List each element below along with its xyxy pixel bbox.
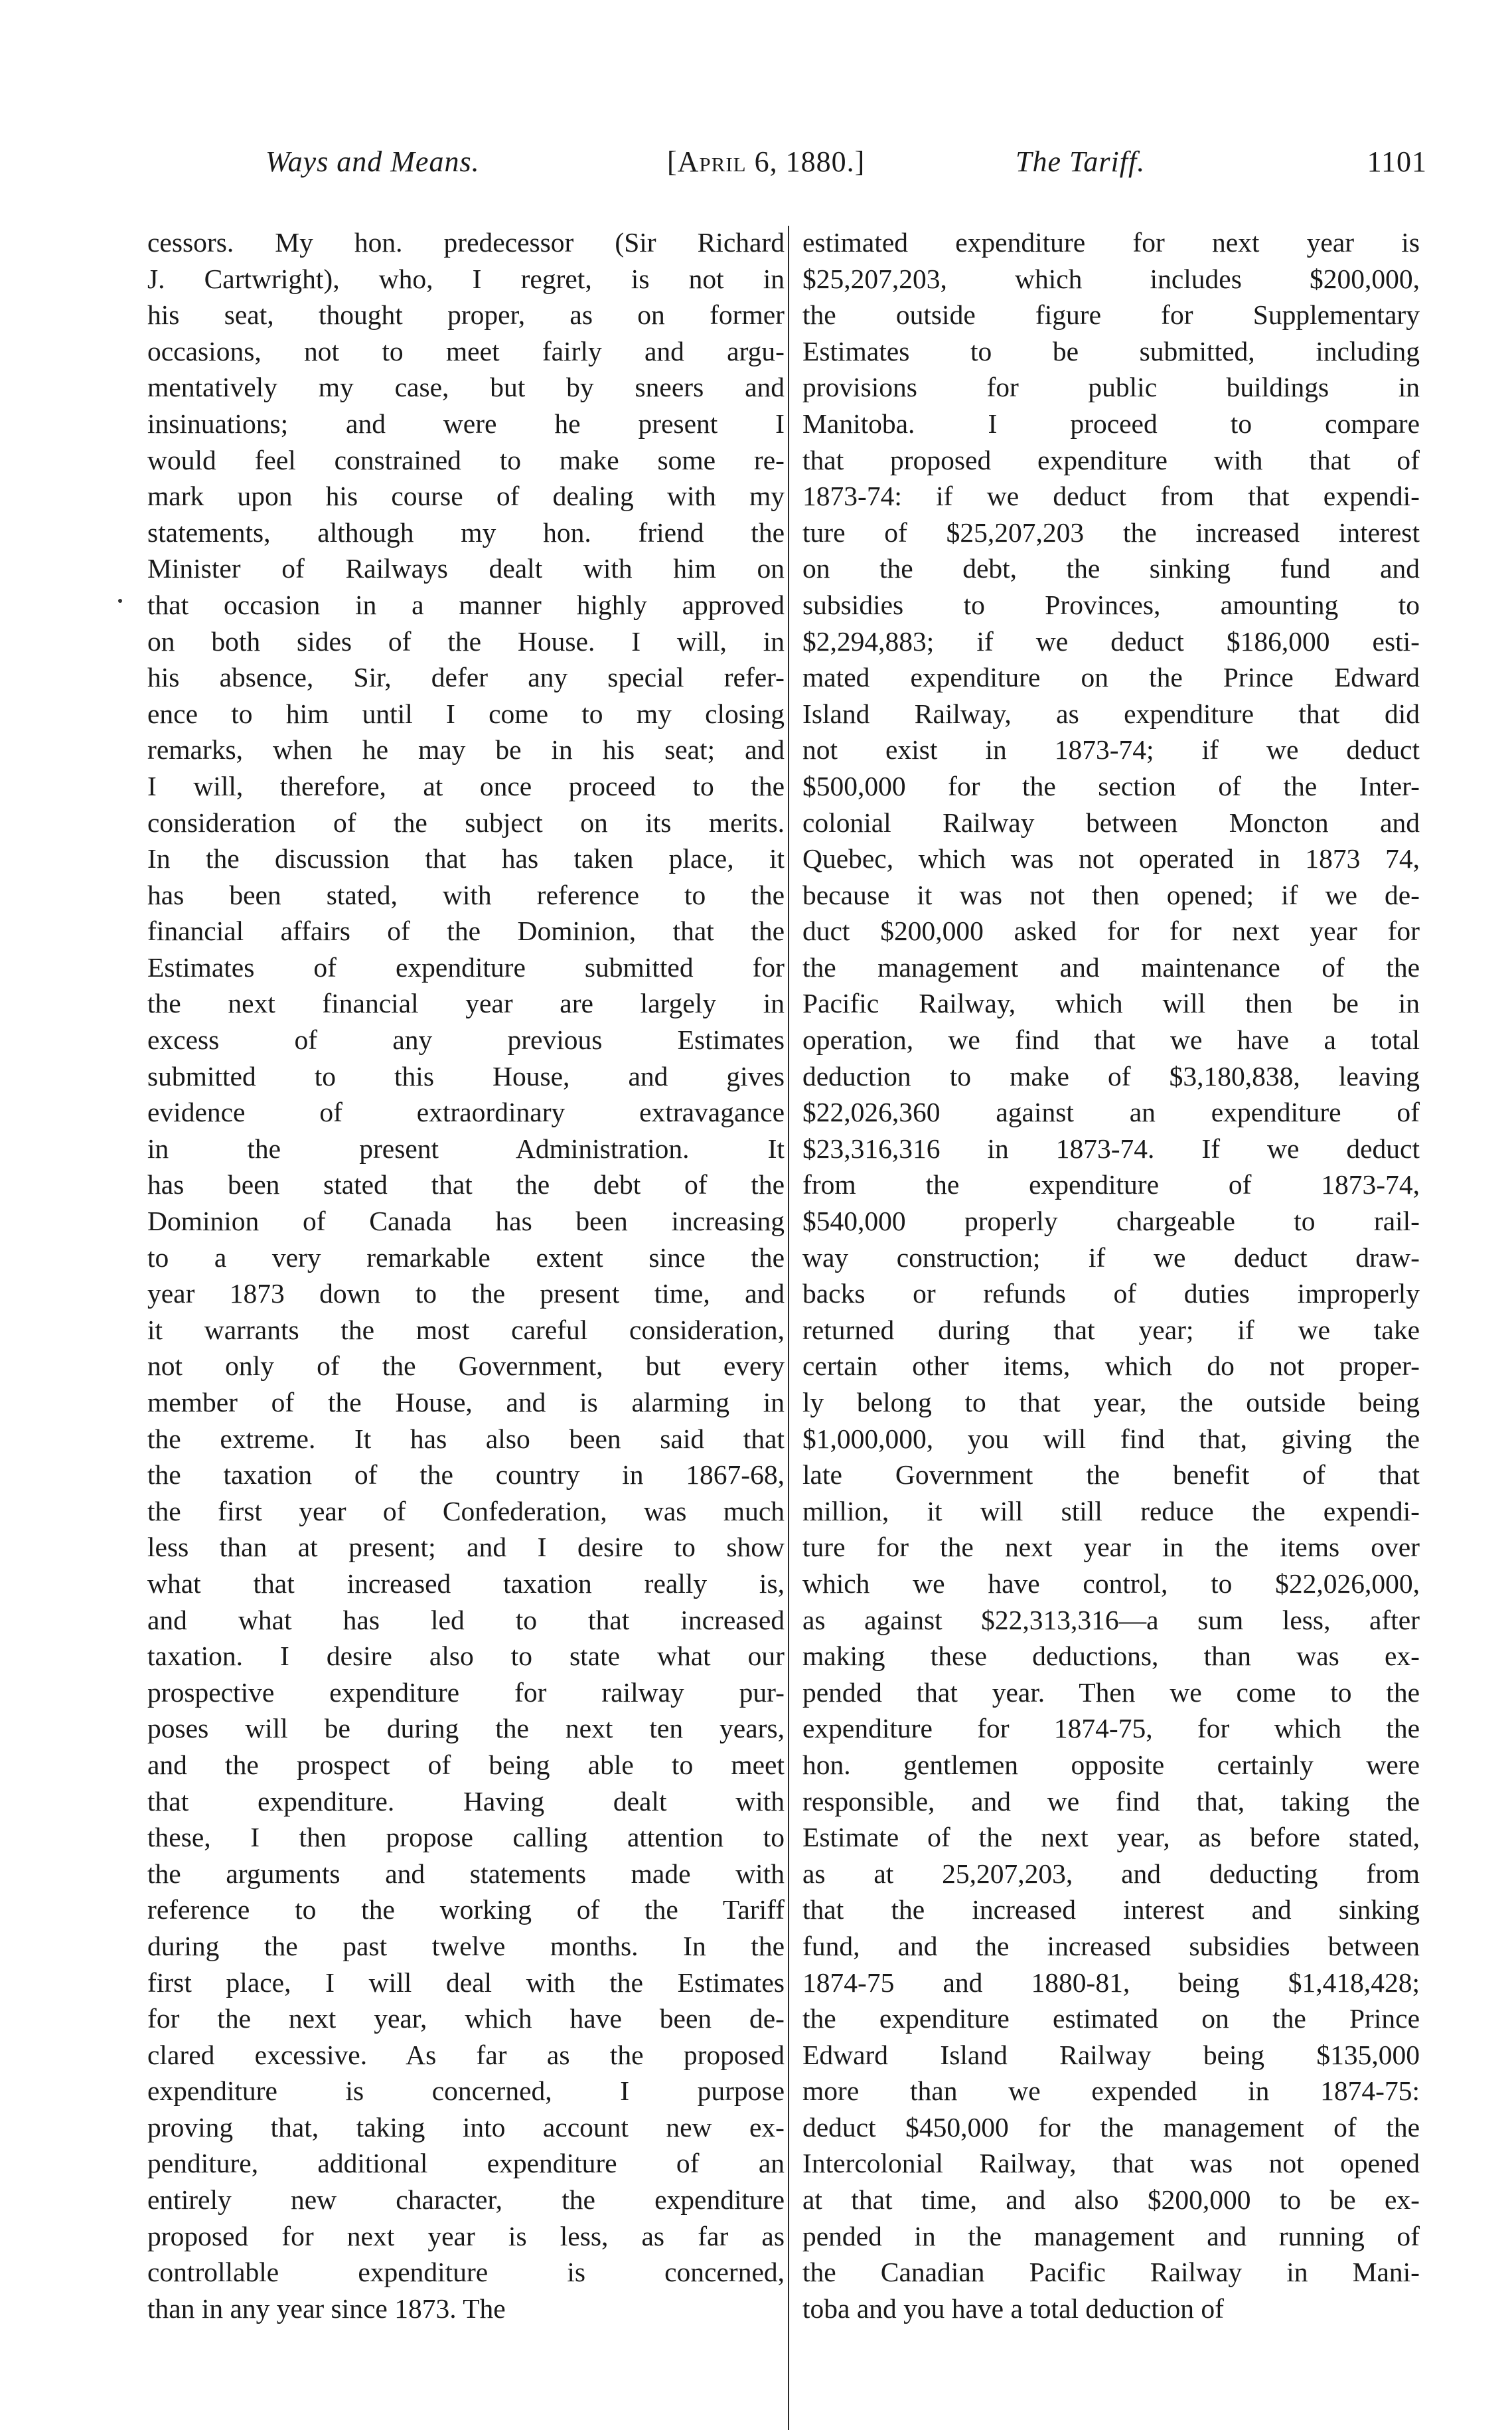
text-line: on both sides of the House. I will, in bbox=[147, 625, 785, 657]
text-line: taxation. I desire also to state what our bbox=[147, 1641, 785, 1672]
text-line: at that time, and also $200,000 to be ex- bbox=[802, 2184, 1420, 2216]
text-line: deduction to make of $3,180,838, leaving bbox=[802, 1060, 1420, 1092]
text-line: late Government the benefit of that bbox=[802, 1459, 1420, 1491]
text-line: as against $22,313,316—a sum less, after bbox=[802, 1604, 1420, 1635]
text-line: from the expenditure of 1873-74, bbox=[802, 1169, 1420, 1200]
text-line: submitted to this House, and gives bbox=[147, 1060, 785, 1092]
text-line: pended in the management and running of bbox=[802, 2220, 1420, 2251]
text-line: making these deductions, than was ex- bbox=[802, 1641, 1420, 1672]
text-line: in the present Administration. It bbox=[147, 1133, 785, 1164]
text-line: Intercolonial Railway, that was not opened bbox=[802, 2148, 1420, 2179]
text-line: than in any year since 1873. The bbox=[147, 2293, 506, 2324]
text-line: expenditure for 1874-75, for which the bbox=[802, 1713, 1420, 1744]
text-line: toba and you have a total deduction of bbox=[802, 2293, 1224, 2324]
text-line: ture for the next year in the items over bbox=[802, 1532, 1420, 1563]
text-line: J. Cartwright), who, I regret, is not in bbox=[147, 263, 785, 294]
text-line: to a very remarkable extent since the bbox=[147, 1242, 785, 1273]
text-line: mentatively my case, but by sneers and bbox=[147, 372, 785, 403]
text-line: Edward Island Railway being $135,000 bbox=[802, 2039, 1420, 2070]
text-line: that expenditure. Having dealt with bbox=[147, 1785, 785, 1817]
text-line: provisions for public buildings in bbox=[802, 372, 1420, 403]
text-line: member of the House, and is alarming in bbox=[147, 1387, 785, 1418]
text-line: that the increased interest and sinking bbox=[802, 1894, 1420, 1925]
text-line: Estimates to be submitted, including bbox=[802, 335, 1420, 366]
text-line: mark upon his course of dealing with my bbox=[147, 481, 785, 512]
text-line: expenditure is concerned, I purpose bbox=[147, 2075, 785, 2107]
header-date: [April 6, 1880.] bbox=[667, 145, 866, 178]
header-section-title: Ways and Means. bbox=[265, 145, 480, 178]
text-line: which we have control, to $22,026,000, bbox=[802, 1568, 1420, 1599]
text-line: statements, although my hon. friend the bbox=[147, 517, 785, 548]
text-line: what that increased taxation really is, bbox=[147, 1568, 785, 1599]
text-line: $540,000 properly chargeable to rail- bbox=[802, 1206, 1420, 1237]
text-line: Dominion of Canada has been increasing bbox=[147, 1206, 785, 1237]
text-line: $500,000 for the section of the Inter- bbox=[802, 770, 1420, 801]
text-line: less than at present; and I desire to show bbox=[147, 1532, 785, 1563]
text-line: his seat, thought proper, as on former bbox=[147, 299, 785, 331]
text-line: proposed for next year is less, as far as bbox=[147, 2220, 785, 2251]
text-line: not only of the Government, but every bbox=[147, 1350, 785, 1382]
text-line: controllable expenditure is concerned, bbox=[147, 2257, 785, 2288]
text-line: operation, we find that we have a total bbox=[802, 1024, 1420, 1056]
text-line: the extreme. It has also been said that bbox=[147, 1423, 785, 1454]
text-line: because it was not then opened; if we de- bbox=[802, 879, 1420, 910]
text-line: $23,316,316 in 1873-74. If we deduct bbox=[802, 1133, 1420, 1164]
text-line: and what has led to that increased bbox=[147, 1604, 785, 1635]
text-line: the arguments and statements made with bbox=[147, 1858, 785, 1889]
text-line: that proposed expenditure with that of bbox=[802, 444, 1420, 475]
text-line: reference to the working of the Tariff bbox=[147, 1894, 785, 1925]
text-line: fund, and the increased subsidies between bbox=[802, 1930, 1420, 1961]
text-line: insinuations; and were he present I bbox=[147, 408, 785, 439]
text-line: consideration of the subject on its merits. bbox=[147, 807, 785, 838]
text-line: backs or refunds of duties improperly bbox=[802, 1278, 1420, 1309]
text-line: hon. gentlemen opposite certainly were bbox=[802, 1749, 1420, 1780]
margin-mark bbox=[118, 599, 122, 603]
text-line: Minister of Railways dealt with him on bbox=[147, 553, 785, 584]
text-line: year 1873 down to the present time, and bbox=[147, 1278, 785, 1309]
text-line: Manitoba. I proceed to compare bbox=[802, 408, 1420, 439]
column-divider bbox=[788, 226, 789, 2430]
text-line: subsidies to Provinces, amounting to bbox=[802, 589, 1420, 620]
text-line: responsible, and we find that, taking the bbox=[802, 1785, 1420, 1817]
text-line: cessors. My hon. predecessor (Sir Richard bbox=[147, 227, 785, 258]
text-line: the management and maintenance of the bbox=[802, 951, 1420, 983]
text-line: financial affairs of the Dominion, that the bbox=[147, 916, 785, 947]
text-line: it warrants the most careful consideration, bbox=[147, 1314, 785, 1345]
text-line: poses will be during the next ten years, bbox=[147, 1713, 785, 1744]
header-topic: The Tariff. bbox=[1016, 145, 1146, 178]
text-line: the taxation of the country in 1867-68, bbox=[147, 1459, 785, 1491]
text-line: during the past twelve months. In the bbox=[147, 1930, 785, 1961]
text-line: remarks, when he may be in his seat; and bbox=[147, 734, 785, 766]
right-column bbox=[802, 224, 1420, 2326]
text-line: evidence of extraordinary extravagance bbox=[147, 1097, 785, 1128]
text-line: these, I then propose calling attention to bbox=[147, 1822, 785, 1853]
text-line: the outside figure for Supplementary bbox=[802, 299, 1420, 331]
text-line: proving that, taking into account new ex- bbox=[147, 2111, 785, 2143]
text-line: clared excessive. As far as the proposed bbox=[147, 2039, 785, 2070]
text-line: returned during that year; if we take bbox=[802, 1314, 1420, 1345]
text-line: ture of $25,207,203 the increased interest bbox=[802, 517, 1420, 548]
text-line: excess of any previous Estimates bbox=[147, 1024, 785, 1056]
text-line: occasions, not to meet fairly and argu- bbox=[147, 335, 785, 366]
text-line: In the discussion that has taken place, it bbox=[147, 843, 785, 874]
text-line: has been stated that the debt of the bbox=[147, 1169, 785, 1200]
page-header bbox=[265, 145, 1427, 185]
text-line: the first year of Confederation, was much bbox=[147, 1495, 785, 1526]
text-line: mated expenditure on the Prince Edward bbox=[802, 662, 1420, 693]
text-line: the next financial year are largely in bbox=[147, 988, 785, 1019]
text-line: $22,026,360 against an expenditure of bbox=[802, 1097, 1420, 1128]
text-line: entirely new character, the expenditure bbox=[147, 2184, 785, 2216]
text-line: on the debt, the sinking fund and bbox=[802, 553, 1420, 584]
text-line: ly belong to that year, the outside being bbox=[802, 1387, 1420, 1418]
text-line: for the next year, which have been de- bbox=[147, 2003, 785, 2034]
text-line: prospective expenditure for railway pur- bbox=[147, 1676, 785, 1708]
text-line: estimated expenditure for next year is bbox=[802, 227, 1420, 258]
text-line: penditure, additional expenditure of an bbox=[147, 2148, 785, 2179]
text-line: $25,207,203, which includes $200,000, bbox=[802, 263, 1420, 294]
text-line: the Canadian Pacific Railway in Mani- bbox=[802, 2257, 1420, 2288]
text-line: colonial Railway between Moncton and bbox=[802, 807, 1420, 838]
text-line: first place, I will deal with the Estimates bbox=[147, 1967, 785, 1998]
text-line: way construction; if we deduct draw- bbox=[802, 1242, 1420, 1273]
text-line: certain other items, which do not proper- bbox=[802, 1350, 1420, 1382]
text-line: more than we expended in 1874-75: bbox=[802, 2075, 1420, 2107]
text-line: $1,000,000, you will find that, giving the bbox=[802, 1423, 1420, 1454]
text-line: the expenditure estimated on the Prince bbox=[802, 2003, 1420, 2034]
text-line: ence to him until I come to my closing bbox=[147, 698, 785, 729]
text-line: Pacific Railway, which will then be in bbox=[802, 988, 1420, 1019]
text-line: 1874-75 and 1880-81, being $1,418,428; bbox=[802, 1967, 1420, 1998]
text-line: that occasion in a manner highly approved bbox=[147, 589, 785, 620]
text-line: Estimates of expenditure submitted for bbox=[147, 951, 785, 983]
text-line: Island Railway, as expenditure that did bbox=[802, 698, 1420, 729]
text-line: deduct $450,000 for the management of the bbox=[802, 2111, 1420, 2143]
text-line: Quebec, which was not operated in 1873 74, bbox=[802, 843, 1420, 874]
text-line: has been stated, with reference to the bbox=[147, 879, 785, 910]
page-number: 1101 bbox=[1367, 145, 1427, 178]
text-line: as at 25,207,203, and deducting from bbox=[802, 1858, 1420, 1889]
text-line: pended that year. Then we come to the bbox=[802, 1676, 1420, 1708]
left-column bbox=[147, 224, 785, 2326]
text-line: not exist in 1873-74; if we deduct bbox=[802, 734, 1420, 766]
text-line: $2,294,883; if we deduct $186,000 esti- bbox=[802, 625, 1420, 657]
text-line: would feel constrained to make some re- bbox=[147, 444, 785, 475]
text-line: duct $200,000 asked for for next year for bbox=[802, 916, 1420, 947]
text-line: his absence, Sir, defer any special refer- bbox=[147, 662, 785, 693]
text-line: 1873-74: if we deduct from that expendi- bbox=[802, 481, 1420, 512]
text-line: I will, therefore, at once proceed to the bbox=[147, 770, 785, 801]
text-line: and the prospect of being able to meet bbox=[147, 1749, 785, 1780]
text-line: million, it will still reduce the expendi- bbox=[802, 1495, 1420, 1526]
text-line: Estimate of the next year, as before stated, bbox=[802, 1822, 1420, 1853]
